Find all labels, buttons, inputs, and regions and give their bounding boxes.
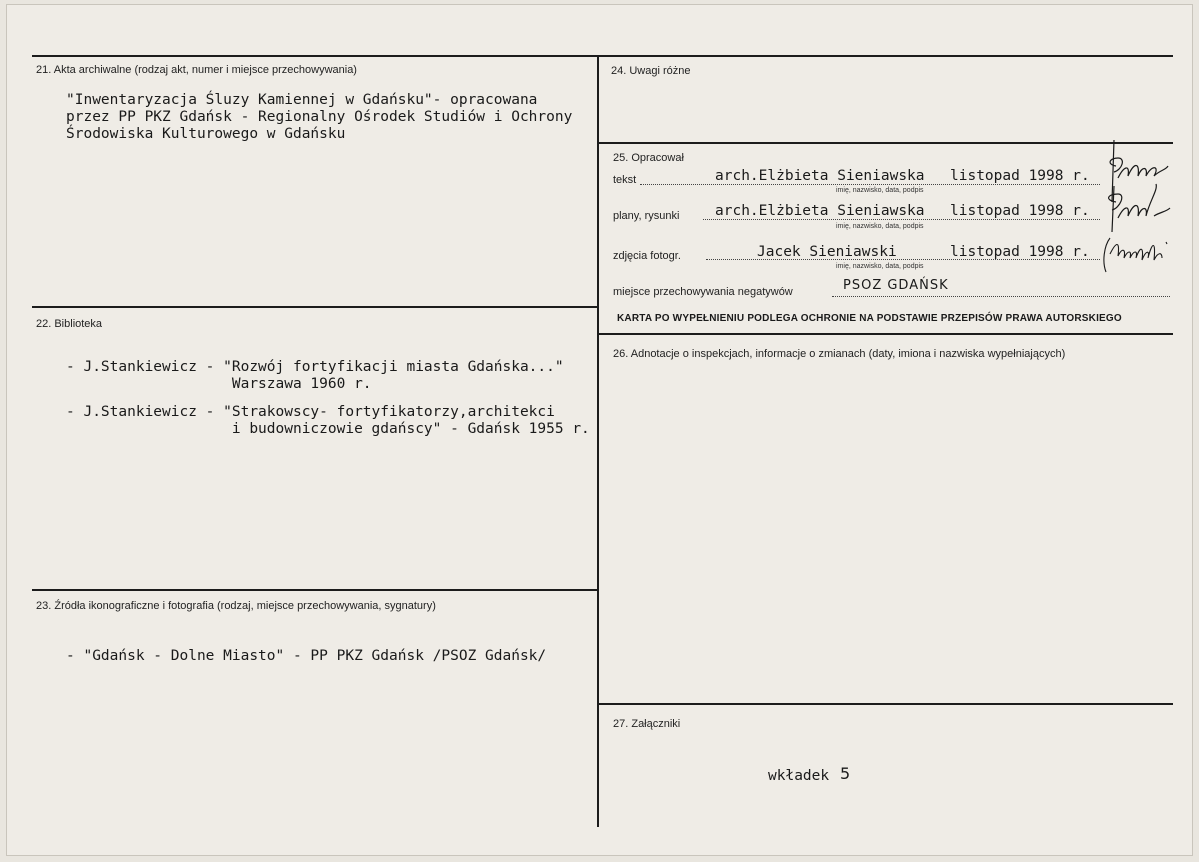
rule-24-25 bbox=[598, 142, 1173, 144]
iconography-entry: - "Gdańsk - Dolne Miasto" - PP PKZ Gdańsk /PSOZ Gdańsk/ bbox=[66, 648, 547, 664]
section-23-label: 23. Źródła ikonograficzne i fotografia (rodzaj, miejsce przechowywania, sygnatury) bbox=[36, 600, 436, 612]
bibliography-entry-line: i budowniczowie gdańscy" - Gdańsk 1955 r. bbox=[66, 421, 590, 437]
field-label-photos: zdjęcia fotogr. bbox=[613, 250, 681, 262]
section-21-line: "Inwentaryzacja Śluzy Kamiennej w Gdańsku"- opracowana bbox=[66, 92, 538, 108]
author-name: arch.Elżbieta Sieniawska bbox=[715, 168, 925, 184]
field-label-text: tekst bbox=[613, 174, 637, 186]
section-21-line: Środowiska Kulturowego w Gdańsku bbox=[66, 126, 346, 142]
bibliography-entry-line: Warszawa 1960 r. bbox=[66, 376, 372, 392]
dotted-line bbox=[832, 296, 1170, 297]
field-label-plans: plany, rysunki bbox=[613, 210, 680, 222]
author-name: Jacek Sieniawski bbox=[757, 244, 897, 260]
field-hint: imię, nazwisko, data, podpis bbox=[836, 223, 924, 230]
section-26-label: 26. Adnotacje o inspekcjach, informacje o zmianach (daty, imiona i nazwiska wypełniających) bbox=[613, 348, 1066, 360]
negatives-value: PSOZ GDAŃSK bbox=[843, 278, 949, 293]
section-22-label: 22. Biblioteka bbox=[36, 318, 103, 330]
bibliography-entry-line: - J.Stankiewicz - "Rozwój fortyfikacji miasta Gdańska..." bbox=[66, 359, 564, 375]
section-24-label: 24. Uwagi różne bbox=[611, 65, 691, 77]
rule-21-22 bbox=[32, 306, 598, 308]
signature-3-icon bbox=[1096, 232, 1176, 276]
author-name: arch.Elżbieta Sieniawska bbox=[715, 203, 925, 219]
attachment-count: 5 bbox=[840, 764, 852, 783]
center-divider bbox=[597, 55, 599, 827]
section-25-label: 25. Opracował bbox=[613, 152, 684, 164]
rule-26-27 bbox=[598, 703, 1173, 705]
author-date: listopad 1998 r. bbox=[950, 203, 1090, 219]
section-21-label: 21. Akta archiwalne (rodzaj akt, numer i miejsce przechowywania) bbox=[36, 64, 357, 76]
bibliography-entry-line: - J.Stankiewicz - "Strakowscy- fortyfikatorzy,architekci bbox=[66, 404, 555, 420]
copyright-note: KARTA PO WYPEŁNIENIU PODLEGA OCHRONIE NA PODSTAWIE PRZEPISÓW PRAWA AUTORSKIEGO bbox=[617, 313, 1122, 324]
rule-22-23 bbox=[32, 589, 598, 591]
section-21-line: przez PP PKZ Gdańsk - Regionalny Ośrodek Studiów i Ochrony bbox=[66, 109, 573, 125]
section-27-label: 27. Załączniki bbox=[613, 718, 681, 730]
rule-25-26 bbox=[598, 333, 1173, 335]
author-date: listopad 1998 r. bbox=[950, 168, 1090, 184]
negatives-label: miejsce przechowywania negatywów bbox=[613, 286, 793, 298]
field-hint: imię, nazwisko, data, podpis bbox=[836, 263, 924, 270]
top-rule bbox=[32, 55, 1173, 57]
signature-2-icon bbox=[1100, 180, 1174, 234]
author-date: listopad 1998 r. bbox=[950, 244, 1090, 260]
field-hint: imię, nazwisko, data, podpis bbox=[836, 187, 924, 194]
attachment-label: wkładek bbox=[768, 768, 830, 784]
